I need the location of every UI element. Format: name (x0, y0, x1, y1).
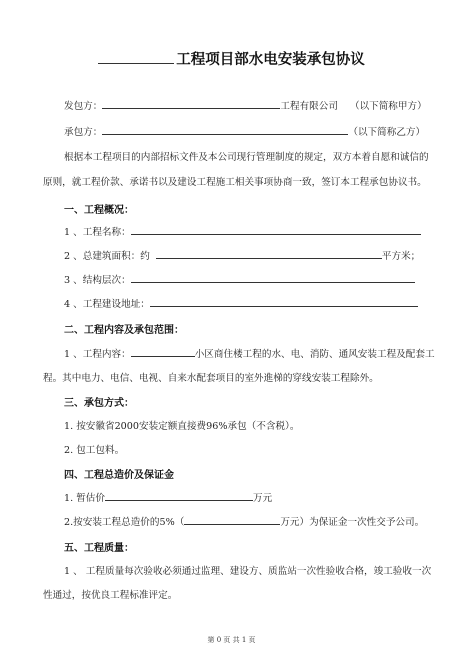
intro-line-2: 原则，就工程价款、承诺书以及建设工程施工相关事项协商一致，签订本工程承包协议书。 (43, 177, 427, 188)
section-3-item-1: 1. 按安徽省2000安装定额直接费96%承包（不含税）。 (64, 421, 300, 432)
section-1-item-4: 4 、工程建设地址： (64, 296, 418, 310)
section-5-line-1: 1 、 工程质量每次验收必须通过监理、建设方、质监站一次性验收合格，竣工验收一次 (64, 566, 432, 577)
section-1-item-3: 3 、结构层次： (64, 272, 415, 286)
section-4-item-1: 1. 暂估价 万元 (64, 490, 272, 504)
page-footer: 第 0 页 共 1 页 (207, 636, 256, 644)
section-1-heading: 一、工程概况： (64, 205, 134, 216)
section-1-item-2: 2 、总建筑面积：约 平方米； (64, 248, 420, 262)
section-3-heading: 三、承包方式： (64, 398, 134, 409)
section-2-line-2: 程。其中电力、电信、电视、自来水配套项目的室外進梯的穿线安装工程除外。 (43, 373, 379, 384)
intro-line-1: 根据本工程项目的内部招标文件及本公司现行管理制度的规定，双方本着自愿和诚信的 (64, 152, 429, 163)
section-2-line-1: 1 、工程内容： 小区商住楼工程的水、电、消防、通风安装工程及配套工 (64, 346, 435, 360)
section-2-heading: 二、工程内容及承包范围： (64, 325, 184, 336)
party-b-blank (102, 124, 348, 135)
section-4-item-2: 2.按安装工程总造价的5%（ 万元）为保证金一次性交予公司。 (64, 514, 424, 528)
section-4-heading: 四、工程总造价及保证金 (64, 470, 174, 481)
section-3-item-2: 2. 包工包料。 (64, 445, 125, 456)
party-b-line: 承包方： （以下简称乙方） (64, 124, 425, 138)
section-5-heading: 五、工程质量： (64, 543, 134, 554)
party-a-line: 发包方： 工程有限公司 （以下简称甲方） (64, 98, 427, 112)
title-blank (98, 51, 174, 64)
party-a-blank (102, 98, 280, 109)
document-title: 工程项目部水电安装承包协议 (0, 48, 463, 69)
section-1-item-1: 1 、工程名称： (64, 224, 421, 238)
section-5-line-2: 性通过，按优良工程标准评定。 (43, 590, 178, 601)
